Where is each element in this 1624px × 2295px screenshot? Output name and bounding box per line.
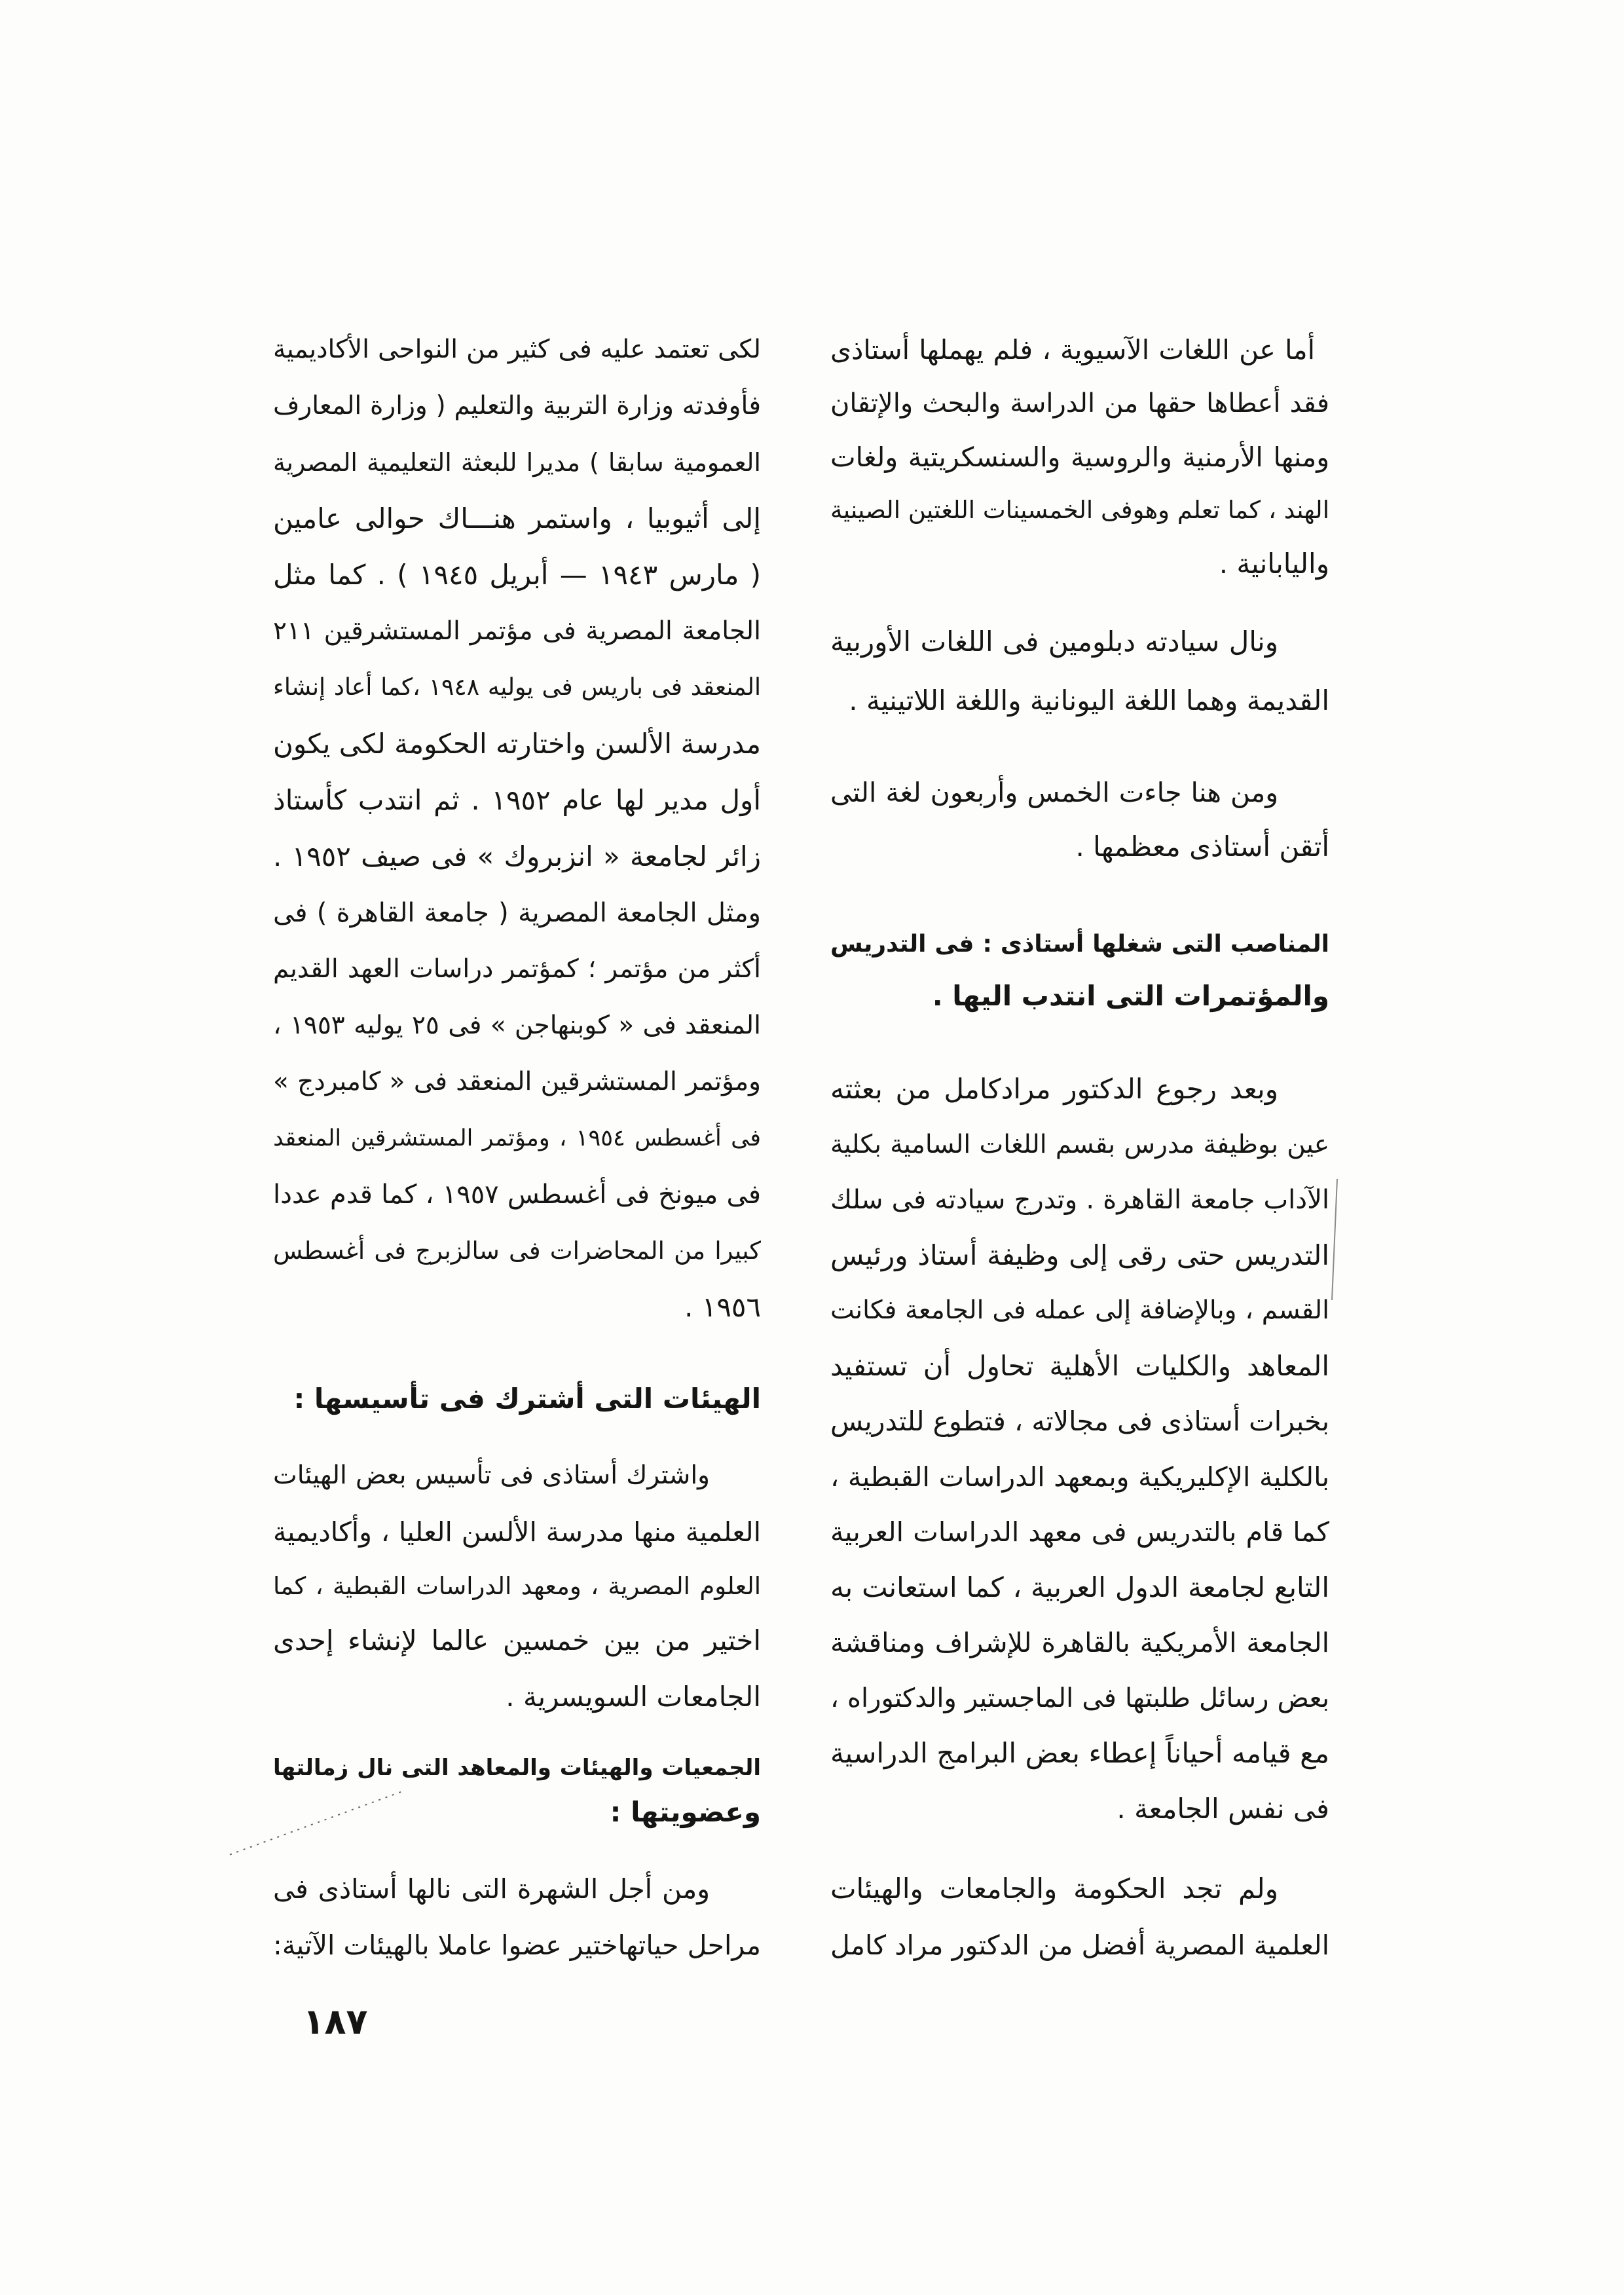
body-line: فأوفدته وزارة التربية والتعليم ( وزارة المعارف bbox=[273, 391, 761, 420]
body-line: العلوم المصرية ، ومعهد الدراسات القبطية ، كما bbox=[273, 1572, 761, 1600]
body-line: أكثر من مؤتمر ؛ كمؤتمر دراسات العهد القديم bbox=[273, 954, 761, 984]
body-line: مدرسة الألسن واختارته الحكومة لكى يكون bbox=[273, 728, 761, 760]
body-line: بعض رسائل طلبتها فى الماجستير والدكتوراه ، bbox=[830, 1683, 1329, 1713]
body-line: فى نفس الجامعة . bbox=[1116, 1793, 1329, 1825]
body-line: لكى تعتمد عليه فى كثير من النواحى الأكاديمية bbox=[273, 335, 761, 364]
section-heading-line: وعضويتها : bbox=[610, 1796, 761, 1828]
body-line: ومؤتمر المستشرقين المنعقد فى « كامبردج » bbox=[273, 1067, 761, 1096]
body-line: ١٩٥٦ . bbox=[684, 1291, 761, 1323]
body-line: فقد أعطاها حقها من الدراسة والبحث والإتقان bbox=[830, 388, 1329, 419]
section-heading-line: الهيئات التى أشترك فى تأسيسها : bbox=[293, 1383, 761, 1415]
body-line: واليابانية . bbox=[1219, 548, 1329, 580]
body-line: ومثل الجامعة المصرية ( جامعة القاهرة ) فى bbox=[273, 898, 761, 928]
body-line: الجامعة الأمريكية بالقاهرة للإشراف ومناقشة bbox=[830, 1627, 1329, 1658]
body-line: الجامعة المصرية فى مؤتمر المستشرقين ٢١١ bbox=[273, 616, 761, 646]
body-line: إلى أثيوبيا ، واستمر هنـــاك حوالى عامين bbox=[273, 502, 761, 534]
body-line: المنعقد فى « كوبنهاجن » فى ٢٥ يوليه ١٩٥٣ ، bbox=[273, 1011, 762, 1040]
body-line: أتقن أستاذى معظمها . bbox=[1075, 830, 1329, 863]
body-line: العلمية المصرية أفضل من الدكتور مراد كامل bbox=[830, 1930, 1329, 1961]
body-line: وبعد رجوع الدكتور مرادكامل من بعثته bbox=[830, 1073, 1278, 1105]
body-line: اختير من بين خمسين عالما لإنشاء إحدى bbox=[273, 1624, 761, 1656]
body-line: المعاهد والكليات الأهلية تحاول أن تستفيد bbox=[830, 1350, 1329, 1382]
body-line: بخبرات أستاذى فى مجالاته ، فتطوع للتدريس bbox=[830, 1406, 1329, 1437]
section-heading-line: الجمعيات والهيئات والمعاهد التى نال زمالتها bbox=[273, 1755, 761, 1781]
body-line: التدريس حتى رقى إلى وظيفة أستاذ ورئيس bbox=[830, 1239, 1329, 1271]
body-line: فى أغسطس ١٩٥٤ ، ومؤتمر المستشرقين المنعقد bbox=[273, 1125, 761, 1151]
body-line: كما قام بالتدريس فى معهد الدراسات العربية bbox=[830, 1516, 1329, 1548]
body-line: القديمة وهما اللغة اليونانية واللغة اللاتينية . bbox=[849, 684, 1329, 717]
body-line: ومن هنا جاءت الخمس وأربعون لغة التى bbox=[830, 777, 1278, 808]
section-heading-line: المناصب التى شغلها أستاذى : فى التدريس bbox=[830, 931, 1329, 958]
left-column bbox=[273, 0, 761, 2295]
right-column bbox=[830, 0, 1329, 2295]
body-line: ولم تجد الحكومة والجامعات والهيئات bbox=[830, 1873, 1278, 1905]
body-line: واشترك أستاذى فى تأسيس بعض الهيئات bbox=[273, 1461, 710, 1490]
body-line: الهند ، كما تعلم وهوفى الخمسينات اللغتين الصينية bbox=[830, 496, 1329, 524]
section-heading-line: والمؤتمرات التى انتدب اليها . bbox=[932, 980, 1329, 1012]
body-line: ومنها الأرمنية والروسية والسنسكريتية ولغات bbox=[830, 441, 1329, 473]
body-line: زائر لجامعة « انزبروك » فى صيف ١٩٥٢ . bbox=[273, 840, 761, 872]
body-line: القسم ، وبالإضافة إلى عمله فى الجامعة فكانت bbox=[830, 1296, 1329, 1325]
body-line: بالكلية الإكليريكية وبمعهد الدراسات القبطية ، bbox=[830, 1461, 1329, 1493]
scan-mark bbox=[1332, 1179, 1337, 1300]
body-line: التابع لجامعة الدول العربية ، كما استعانت به bbox=[830, 1571, 1329, 1603]
body-line: أما عن اللغات الآسيوية ، فلم يهملها أستاذى bbox=[830, 334, 1315, 365]
body-line: ونال سيادته دبلومين فى اللغات الأوربية bbox=[830, 625, 1278, 658]
body-line: مع قيامه أحياناً إعطاء بعض البرامج الدراسية bbox=[830, 1737, 1329, 1769]
body-line: مراحل حياتهاختير عضوا عاملا بالهيئات الآتية: bbox=[273, 1930, 761, 1961]
body-line: عين بوظيفة مدرس بقسم اللغات السامية بكلية bbox=[830, 1130, 1329, 1159]
body-line: فى ميونخ فى أغسطس ١٩٥٧ ، كما قدم عددا bbox=[273, 1180, 761, 1210]
body-line: الجامعات السويسرية . bbox=[506, 1681, 761, 1713]
body-line: كبيرا من المحاضرات فى سالزبرج فى أغسطس bbox=[273, 1237, 761, 1265]
body-line: العمومية سابقا ) مديرا للبعثة التعليمية المصرية bbox=[273, 448, 761, 477]
body-line: ( مارس ١٩٤٣ — أبريل ١٩٤٥ ) . كما مثل bbox=[273, 559, 761, 591]
page-number: ١٨٧ bbox=[303, 2001, 368, 2042]
body-line: المنعقد فى باريس فى يوليه ١٩٤٨ ،كما أعاد إنشاء bbox=[273, 674, 761, 701]
body-line: ومن أجل الشهرة التى نالها أستاذى فى bbox=[273, 1873, 710, 1905]
body-line: العلمية منها مدرسة الألسن العليا ، وأكاديمية bbox=[273, 1516, 761, 1548]
body-line: أول مدير لها عام ١٩٥٢ . ثم انتدب كأستاذ bbox=[273, 784, 761, 816]
body-line: الآداب جامعة القاهرة . وتدرج سيادته فى سلك bbox=[830, 1185, 1329, 1215]
